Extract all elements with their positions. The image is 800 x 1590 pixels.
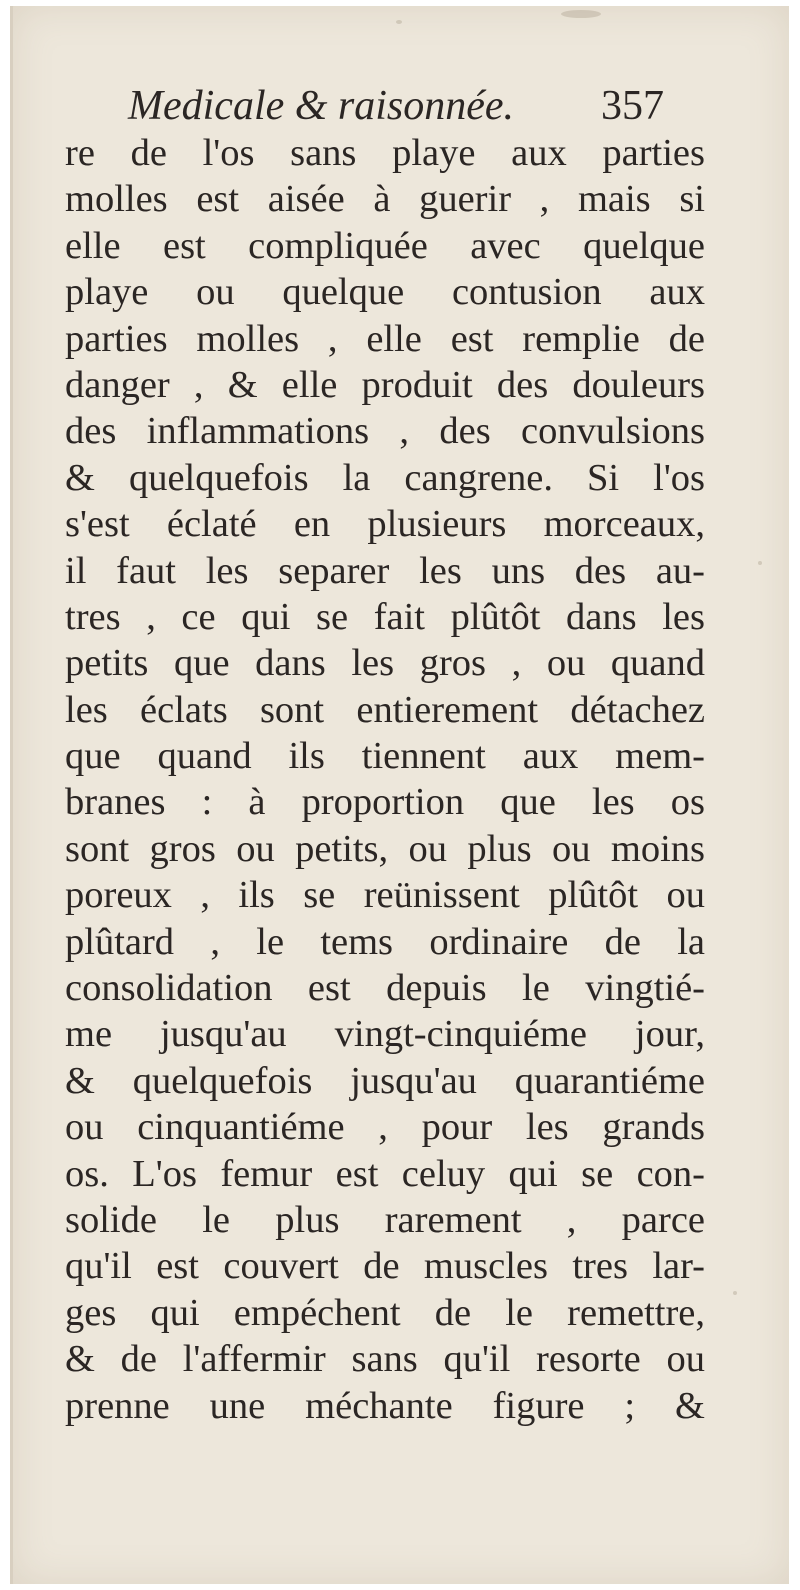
text-line: tres , ce qui se fait plûtôt dans les	[65, 595, 705, 638]
page-header	[13, 76, 789, 136]
running-head: Medicale & raisonnée.	[128, 83, 515, 129]
text-line: des inflammations , des convulsions	[65, 410, 705, 453]
text-line: que quand ils tiennent aux mem-	[65, 735, 705, 778]
text-line: danger , & elle produit des douleurs	[65, 363, 705, 406]
text-line: il faut les separer les uns des au-	[65, 549, 705, 592]
text-line: solide le plus rarement , parce	[65, 1198, 705, 1241]
text-line: poreux , ils se reünissent plûtôt ou	[65, 874, 705, 917]
paper-speck	[561, 10, 601, 18]
text-line: elle est compliquée avec quelque	[65, 224, 705, 267]
text-line: plûtard , le tems ordinaire de la	[65, 920, 705, 963]
text-line: petits que dans les gros , ou quand	[65, 642, 705, 685]
text-line: & quelquefois la cangrene. Si l'os	[65, 456, 705, 499]
page-number: 357	[601, 83, 664, 129]
text-line: qu'il est couvert de muscles tres lar-	[65, 1245, 705, 1288]
text-line: prenne une méchante figure ; &	[65, 1384, 705, 1427]
text-line: re de l'os sans playe aux parties	[65, 132, 705, 174]
text-line: parties molles , elle est remplie de	[65, 317, 705, 360]
paper-speck	[396, 20, 402, 24]
paper-speck	[758, 561, 762, 565]
text-line: sont gros ou petits, ou plus ou moins	[65, 827, 705, 870]
text-line: branes : à proportion que les os	[65, 781, 705, 824]
text-line: & quelquefois jusqu'au quarantiéme	[65, 1059, 705, 1102]
body-text	[65, 130, 705, 1429]
text-line: os. L'os femur est celuy qui se con-	[65, 1152, 705, 1195]
text-line: me jusqu'au vingt-cinquiéme jour,	[65, 1013, 705, 1056]
text-line: playe ou quelque contusion aux	[65, 271, 705, 314]
text-line: ges qui empéchent de le remettre,	[65, 1291, 705, 1334]
paper-speck	[733, 1291, 737, 1295]
text-line: molles est aisée à guerir , mais si	[65, 178, 705, 221]
book-page	[10, 6, 789, 1584]
text-line: les éclats sont entierement détachez	[65, 688, 705, 731]
text-line: consolidation est depuis le vingtié-	[65, 967, 705, 1010]
text-line: & de l'affermir sans qu'il resorte ou	[65, 1338, 705, 1381]
text-line: ou cinquantiéme , pour les grands	[65, 1106, 705, 1149]
text-line: s'est éclaté en plusieurs morceaux,	[65, 503, 705, 546]
